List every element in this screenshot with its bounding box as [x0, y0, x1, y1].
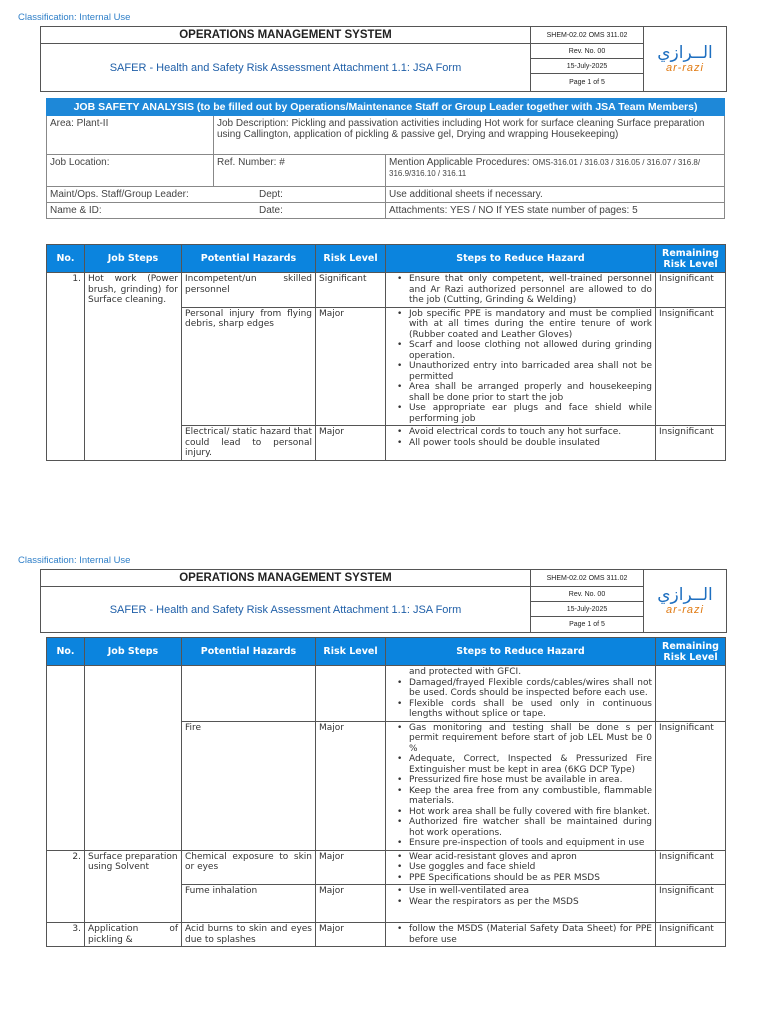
mitigation-item: • Authorized fire watcher shall be maintained during hot work operations. [389, 817, 652, 838]
hazard: Fire [182, 721, 316, 850]
col-header-job-steps: Job Steps [85, 638, 182, 666]
risk-level: Major [316, 721, 386, 850]
mitigation-item: • Pressurized fire hose must be available in area. [389, 775, 652, 786]
doc-code: SHEM-02.02 OMS 311.02 [531, 570, 644, 587]
hazard-table-page-1 [46, 244, 726, 461]
row-number: 3. [47, 923, 85, 947]
remaining-risk: Insignificant [656, 885, 726, 923]
col-header-steps-reduce: Steps to Reduce Hazard [386, 245, 656, 273]
additional-sheets-note: Use additional sheets if necessary. [386, 187, 725, 203]
remaining-risk [656, 666, 726, 722]
date-label: Date: [259, 205, 283, 216]
col-header-hazards: Potential Hazards [182, 638, 316, 666]
mitigation-item: • PPE Specifications should be as PER MSDS [389, 873, 652, 884]
mitigation [386, 850, 656, 885]
col-header-remaining: Remaining Risk Level [656, 245, 726, 273]
ref-number-field: Ref. Number: # [214, 155, 386, 187]
hazard: Incompetent/un skilled personnel [182, 273, 316, 308]
col-header-risk: Risk Level [316, 245, 386, 273]
logo-latin: ar-razi [666, 62, 704, 74]
system-title: OPERATIONS MANAGEMENT SYSTEM [41, 27, 531, 44]
name-id-label: Name & ID: [50, 205, 102, 216]
risk-level: Major [316, 885, 386, 923]
hazard: Electrical/ static hazard that could lead to personal injury. [182, 426, 316, 461]
mitigation-item: • Flexible cords shall be used only in continuous lengths without splice or tape. [389, 699, 652, 720]
logo-latin: ar-razi [666, 604, 704, 616]
system-title: OPERATIONS MANAGEMENT SYSTEM [41, 570, 531, 587]
procedures-field [386, 155, 725, 187]
mitigation-continuation: and protected with GFCI. [409, 667, 522, 677]
procedures-label: Mention Applicable Procedures: [389, 157, 530, 168]
hazard: Personal injury from flying debris, sharp edges [182, 307, 316, 426]
mitigation-item: • Area shall be arranged properly and housekeeping shall be done prior to start the job [389, 382, 652, 403]
issue-date: 15-July-2025 [531, 59, 644, 74]
col-header-steps-reduce: Steps to Reduce Hazard [386, 638, 656, 666]
company-logo [644, 27, 727, 92]
procedures-value: OMS-316.01 / 316.03 / 316.05 / 316.07 / 316.8/ 316.9/316.10 / 316.11 [389, 158, 701, 178]
revision: Rev. No. 00 [531, 44, 644, 59]
mitigation [386, 721, 656, 850]
logo-arabic: الــرازي [657, 585, 713, 605]
page-number: Page 1 of 5 [531, 74, 644, 92]
remaining-risk: Insignificant [656, 426, 726, 461]
mitigation [386, 273, 656, 308]
hazard: Fume inhalation [182, 885, 316, 923]
document-subtitle: SAFER - Health and Safety Risk Assessment Attachment 1.1: JSA Form [41, 44, 531, 92]
risk-level: Significant [316, 273, 386, 308]
remaining-risk: Insignificant [656, 307, 726, 426]
remaining-risk: Insignificant [656, 850, 726, 885]
row-number: 1. [47, 273, 85, 461]
company-logo [644, 570, 727, 633]
mitigation-item: • Gas monitoring and testing shall be done s per permit requirement before start of job LEL Must be 0 % [389, 723, 652, 755]
mitigation-item: • Wear the respirators as per the MSDS [389, 897, 652, 908]
mitigation-item: • Use appropriate ear plugs and face shield while performing job [389, 403, 652, 424]
col-header-job-steps: Job Steps [85, 245, 182, 273]
mitigation-item: • Keep the area free from any combustible, flammable materials. [389, 786, 652, 807]
col-header-no: No. [47, 638, 85, 666]
hazard: Acid burns to skin and eyes due to splashes [182, 923, 316, 947]
mitigation [386, 923, 656, 947]
table-row [47, 923, 726, 947]
staff-field [47, 187, 386, 203]
job-step: Surface preparation using Solvent [85, 850, 182, 923]
document-header [40, 26, 727, 92]
row-number [47, 666, 85, 851]
remaining-risk: Insignificant [656, 923, 726, 947]
risk-level: Major [316, 850, 386, 885]
hazard: Chemical exposure to skin or eyes [182, 850, 316, 885]
risk-level [316, 666, 386, 722]
remaining-risk: Insignificant [656, 273, 726, 308]
hazard-table-page-2 [46, 637, 726, 947]
remaining-risk: Insignificant [656, 721, 726, 850]
page-number: Page 1 of 5 [531, 617, 644, 633]
mitigation-item: • Job specific PPE is mandatory and must be complied with at all times during the entire tenure of work (Rubber coated and Leather Gloves) [389, 309, 652, 341]
table-row [47, 666, 726, 722]
job-step [85, 666, 182, 851]
job-step: Hot work (Power brush, grinding) for Surface cleaning. [85, 273, 182, 461]
staff-label: Maint/Ops. Staff/Group Leader: [50, 189, 189, 200]
mitigation-item: • Adequate, Correct, Inspected & Pressurized Fire Extinguisher must be kept in area (6KG DCP Type) [389, 754, 652, 775]
document-subtitle: SAFER - Health and Safety Risk Assessment Attachment 1.1: JSA Form [41, 587, 531, 633]
mitigation-item: • Hot work area shall be fully covered with fire blanket. [389, 807, 652, 818]
mitigation [386, 885, 656, 923]
dept-label: Dept: [259, 189, 283, 200]
name-id-field [47, 203, 386, 219]
doc-code: SHEM-02.02 OMS 311.02 [531, 27, 644, 44]
mitigation-item: • Damaged/frayed Flexible cords/cables/wires shall not be used. Cords should be inspected before each use. [389, 678, 652, 699]
jsa-banner: JOB SAFETY ANALYSIS (to be filled out by Operations/Maintenance Staff or Group Leader together with JSA Team Members) [47, 99, 725, 116]
job-step: Application of pickling & [85, 923, 182, 947]
risk-level: Major [316, 307, 386, 426]
mitigation-item: • Unauthorized entry into barricaded area shall not be permitted [389, 361, 652, 382]
col-header-no: No. [47, 245, 85, 273]
mitigation [386, 426, 656, 461]
mitigation-item: • Scarf and loose clothing not allowed during grinding operation. [389, 340, 652, 361]
issue-date: 15-July-2025 [531, 602, 644, 617]
mitigation [386, 666, 656, 722]
attachments-field: Attachments: YES / NO If YES state number of pages: 5 [386, 203, 725, 219]
col-header-remaining: Remaining Risk Level [656, 638, 726, 666]
job-location-field: Job Location: [47, 155, 214, 187]
hazard [182, 666, 316, 722]
mitigation-item: • Use goggles and face shield [389, 862, 652, 873]
mitigation-item: • follow the MSDS (Material Safety Data Sheet) for PPE before use [389, 924, 652, 945]
job-description-field: Job Description: Pickling and passivation activities including Hot work for surface cleaning Surface preparation using Callington, application of pickling & passive gel, Drying and wrapping Housekeeping) [214, 116, 725, 155]
jsa-info-table [46, 98, 725, 219]
mitigation-item: • Ensure that only competent, well-trained personnel and Ar Razi authorized personnel are allowed to do the job (Cutting, Grinding & Welding) [389, 274, 652, 306]
table-row [47, 273, 726, 308]
risk-level: Major [316, 426, 386, 461]
document-header [40, 569, 727, 633]
mitigation-item: • Use in well-ventilated area [389, 886, 652, 897]
mitigation-item: • Ensure pre-inspection of tools and equipment in use [389, 838, 652, 849]
mitigation-item: • Avoid electrical cords to touch any hot surface. [389, 427, 652, 438]
area-field: Area: Plant-II [47, 116, 214, 155]
page-2 [0, 548, 768, 1024]
mitigation-item: • Wear acid-resistant gloves and apron [389, 852, 652, 863]
mitigation [386, 307, 656, 426]
revision: Rev. No. 00 [531, 587, 644, 602]
classification-label: Classification: Internal Use [18, 12, 131, 23]
mitigation-item: • All power tools should be double insulated [389, 438, 652, 449]
risk-level: Major [316, 923, 386, 947]
col-header-hazards: Potential Hazards [182, 245, 316, 273]
col-header-risk: Risk Level [316, 638, 386, 666]
logo-arabic: الــرازي [657, 43, 713, 63]
row-number: 2. [47, 850, 85, 923]
classification-label: Classification: Internal Use [18, 555, 131, 566]
table-row [47, 850, 726, 885]
